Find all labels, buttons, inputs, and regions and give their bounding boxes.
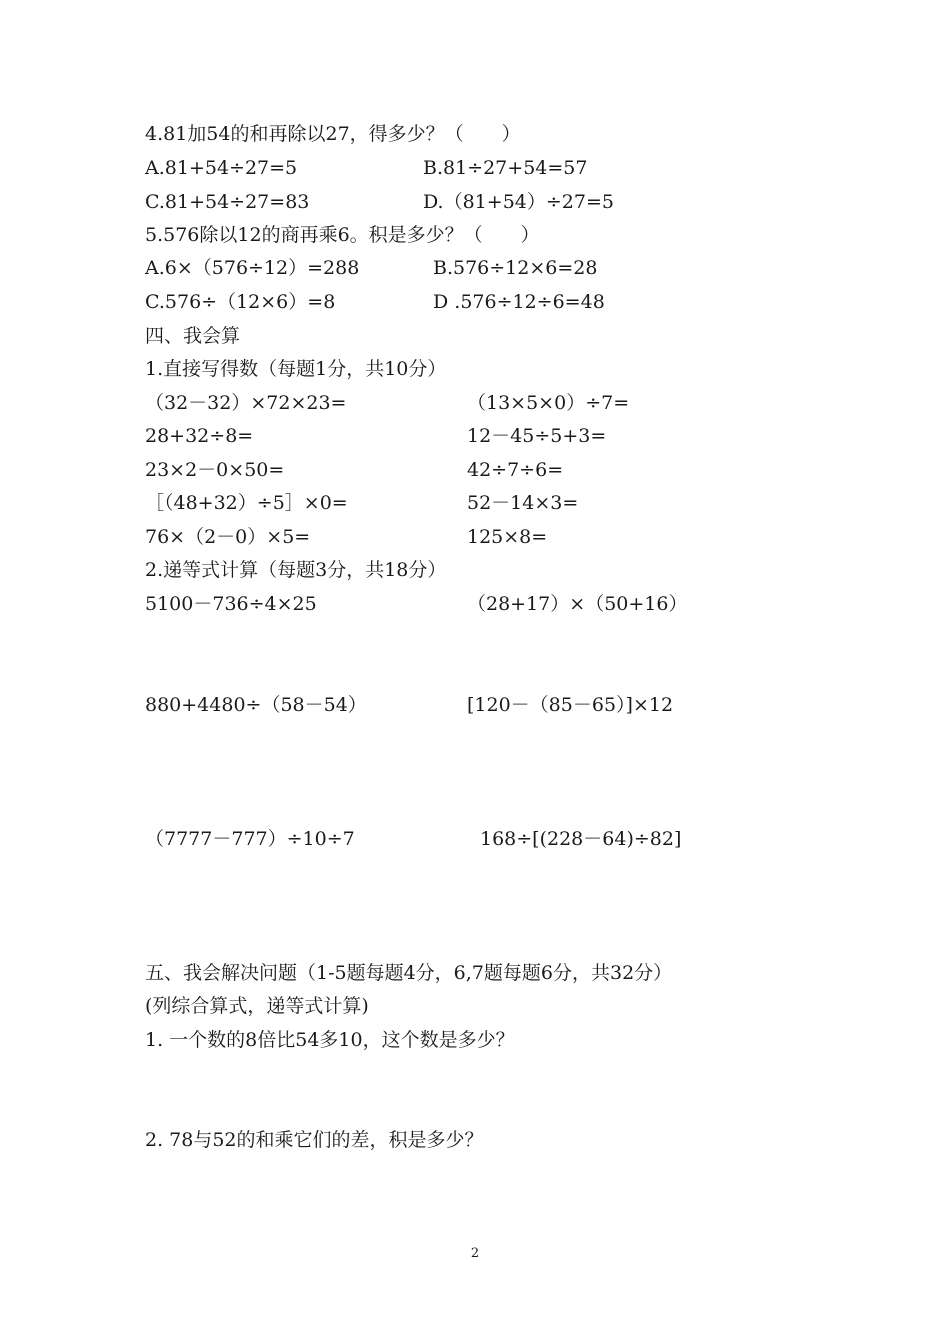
oral-calc-3-left: 23×2－0×50= [145,459,285,481]
question-5-stem: 5.576除以12的商再乘6。积是多少？（ ） [145,224,540,246]
question-5-option-d: D .576÷12÷6=48 [433,291,605,313]
step-calc-3-right: 168÷[(228－64)÷82] [480,828,682,850]
oral-calc-2-left: 28+32÷8= [145,425,254,447]
step-calc-2-left: 880+4480÷（58－54） [145,694,367,716]
oral-calc-4-right: 52－14×3= [467,492,579,514]
question-4-option-d: D.（81+54）÷27=5 [423,191,614,213]
question-4-option-b: B.81÷27+54=57 [423,157,588,179]
step-calc-2-right: [120－（85－65）]×12 [467,694,674,716]
question-4-option-c: C.81+54÷27=83 [145,191,310,213]
oral-calc-3-right: 42÷7÷6= [467,459,564,481]
step-calc-1-right: （28+17）×（50+16） [467,593,688,615]
section-5-note: (列综合算式，递等式计算) [145,995,369,1017]
question-5-option-b: B.576÷12×6=28 [433,257,598,279]
section-5-heading: 五、我会解决问题（1-5题每题4分，6,7题每题6分，共32分） [145,962,673,984]
step-calc-3-left: （7777－777）÷10÷7 [145,828,355,850]
oral-calc-5-left: 76×（2－0）×5= [145,526,311,548]
word-problem-2: 2. 78与52的和乘它们的差，积是多少？ [145,1129,484,1151]
question-5-option-a: A.6×（576÷12）=288 [145,257,360,279]
page-number: 2 [470,1246,480,1261]
question-5-option-c: C.576÷（12×6）=8 [145,291,336,313]
question-4-stem: 4.81加54的和再除以27，得多少？（ ） [145,123,521,145]
part-2-heading: 2.递等式计算（每题3分，共18分） [145,559,447,581]
step-calc-1-left: 5100－736÷4×25 [145,593,317,615]
question-4-option-a: A.81+54÷27=5 [145,157,298,179]
word-problem-1: 1. 一个数的8倍比54多10，这个数是多少？ [145,1029,515,1051]
part-1-heading: 1.直接写得数（每题1分，共10分） [145,358,447,380]
oral-calc-1-left: （32－32）×72×23= [145,392,347,414]
oral-calc-5-right: 125×8= [467,526,548,548]
oral-calc-1-right: （13×5×0）÷7= [467,392,630,414]
oral-calc-4-left: ［（48+32）÷5］×0= [145,492,348,514]
section-4-heading: 四、我会算 [145,325,241,347]
oral-calc-2-right: 12－45÷5+3= [467,425,607,447]
